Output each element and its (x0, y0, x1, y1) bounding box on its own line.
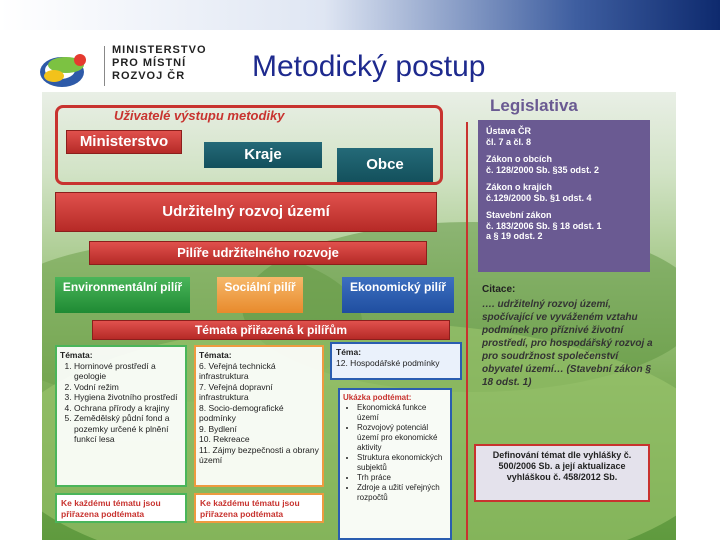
ministry-name (112, 44, 207, 83)
users-frame-label: Uživatelé výstupu metodiky (114, 108, 285, 123)
env-topic-item: 2. Vodní režim (74, 382, 182, 393)
eco-ukazka-box (338, 388, 452, 540)
landscape-background (42, 92, 676, 540)
eco-ukazka-item: • Zdroje a užití veřejných rozpočtů (357, 483, 447, 503)
page-title: Metodický postup (252, 50, 486, 83)
soc-topic-item: 6. Veřejná technická infrastruktura (199, 360, 276, 381)
header-gradient-bar (0, 0, 720, 30)
eco-ukazka-item: • Ekonomická funkce území (357, 403, 447, 423)
ministerstvo-box: Ministerstvo (66, 130, 182, 154)
ministry-logo (36, 50, 96, 90)
logo-separator (104, 46, 105, 86)
soc-topic-item: 8. Socio-demografické podmínky (199, 402, 284, 423)
legislation-box (478, 120, 650, 272)
ministry-line-2: PRO MÍSTNÍ (112, 57, 187, 69)
eco-ukazka-item: • Trh práce (357, 473, 447, 483)
eco-ukazka-item: • Rozvojový potenciál území pro ekonomické aktivity (357, 423, 447, 453)
eco-ukazka-heading: Ukázka podtémat: (343, 393, 412, 402)
pillar-environmental: Environmentální pilíř (55, 277, 190, 313)
legislation-item: Zákon o krajích č.129/2000 Sb. §1 odst. 4 (486, 182, 592, 203)
env-podtemata-box: Ke každému tématu jsou přiřazena podtémata (55, 493, 187, 523)
citace-label: Citace: (482, 284, 516, 295)
citace-text: …. udržitelný rozvoj území, spočívající ve vyváženém vztahu podmínek pro příznivé životní prostředí, pro hospodářský rozvoj a pro soudržnost společenství obyvatel území… (Stavební zákon § 18 odst. 1) (482, 299, 653, 388)
legislation-item: Zákon o obcích č. 128/2000 Sb. §35 odst. 2 (486, 154, 600, 175)
env-topics-box (55, 345, 187, 487)
obce-box: Obce (337, 148, 433, 182)
soc-topics-heading: Témata: (199, 350, 232, 360)
env-topic-item: 1. Horninové prostředí a geologie (74, 361, 182, 382)
kraje-box: Kraje (204, 142, 322, 168)
eco-tema-box (330, 342, 462, 380)
definice-box: Definování témat dle vyhlášky č. 500/2006 Sb. a její aktualizace vyhláškou č. 458/2012 Sb. (474, 444, 650, 502)
eco-tema-heading: Téma: (336, 347, 362, 357)
env-topic-item: 5. Zemědělský půdní fond a pozemky určené k plnění funkcí lesa (74, 413, 182, 445)
env-topic-item: 3. Hygiena životního prostředí (74, 392, 182, 403)
pillar-economic: Ekonomický pilíř (342, 277, 454, 313)
soc-topic-item: 11. Zájmy bezpečnosti a obrany území (199, 444, 319, 465)
ministry-line-3: ROZVOJ ČR (112, 70, 186, 82)
divider-line (466, 122, 468, 540)
legislation-item: Ústava ČR čl. 7 a čl. 8 (486, 126, 532, 147)
env-topic-item: 4. Ochrana přírody a krajiny (74, 403, 182, 414)
udrzitelny-rozvoj-box: Udržitelný rozvoj území (55, 192, 437, 232)
soc-topic-item: 10. Rekreace (199, 434, 250, 444)
soc-podtemata-box: Ke každému tématu jsou přiřazena podtémata (194, 493, 324, 523)
soc-topic-item: 7. Veřejná dopravní infrastruktura (199, 381, 273, 402)
env-topics-heading: Témata: (60, 350, 93, 360)
eco-ukazka-item: • Struktura ekonomických subjektů (357, 453, 447, 473)
ministry-line-1: MINISTERSTVO (112, 44, 207, 56)
pillar-social: Sociální pilíř (217, 277, 303, 313)
pilire-bar: Pilíře udržitelného rozvoje (89, 241, 427, 265)
legislation-heading: Legislativa (490, 96, 578, 115)
soc-topics-box (194, 345, 324, 487)
legislation-item: Stavební zákon č. 183/2006 Sb. § 18 odst. 1 a § 19 odst. 2 (486, 210, 602, 241)
temata-bar: Témata přiřazená k pilířům (92, 320, 450, 340)
eco-tema-item: 12. Hospodářské podmínky (336, 358, 440, 368)
soc-topic-item: 9. Bydlení (199, 423, 237, 434)
